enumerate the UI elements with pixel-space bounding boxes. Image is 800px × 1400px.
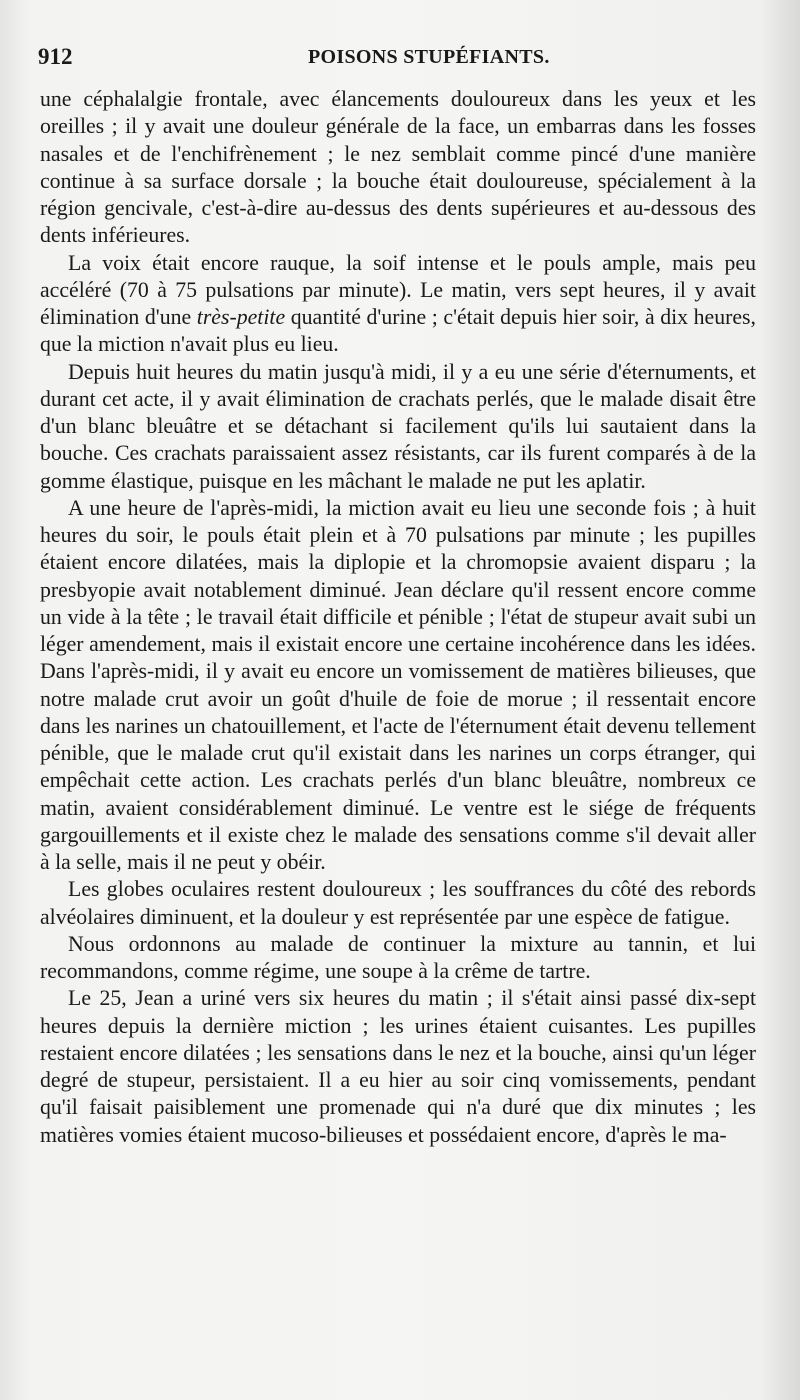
paragraph-5: Les globes oculaires restent douloureux ; les souffrances du côté des rebords alvéolaires diminuent, et la douleur y est représentée par une espèce de fatigue.: [40, 877, 756, 929]
paragraph-2: [40, 250, 756, 359]
paragraph-2-emphasis: très-petite: [196, 305, 286, 329]
paragraph-2-text-a: La voix était encore rauque, la soif intense et le pouls ample, mais peu accéléré (70 à 75 pulsations par minute). Le matin, vers sept heures, il y avait élimination d'une: [40, 250, 756, 329]
paragraph-3: Depuis huit heures du matin jusqu'à midi, il y a eu une série d'éternuments, et durant cet acte, il y avait élimination de crachats perlés, que le malade disait être d'un blanc bleuâtre et se détachant si facilement qu'ils lui sautaient dans la bouche. Ces crachats paraissaient assez résistants, car ils furent comparés à de la gomme élastique, puisque en les mâchant le malade ne put les aplatir.: [40, 359, 756, 493]
paragraph-4: A une heure de l'après-midi, la miction avait eu lieu une seconde fois ; à huit heures du soir, le pouls était plein et à 70 pulsations par minute ; les pupilles étaient encore dilatées, mais la diplopie et la chromopsie avaient disparu ; la presbyopie avait notablement diminué. Jean déclare qu'il ressent encore comme un vide à la tête ; le travail était difficile et pénible ; l'état de stupeur avait subi un léger amendement, mais il existait encore une certaine incohérence dans les idées. Dans l'après-midi, il y avait eu encore un vomissement de matières bilieuses, que notre malade crut avoir un goût d'huile de foie de morue ; il ressentait encore dans les narines un chatouillement, et l'acte de l'éternument était devenu tellement pénible, que le malade crut qu'il existait dans les narines un corps étranger, qui empêchait cette action. Les crachats perlés d'un blanc bleuâtre, nombreux ce matin, avaient considérablement diminué. Le ventre est le siége de fréquents gargouillements et il existe chez le malade des sensations comme s'il devait aller à la selle, mais il ne peut y obéir.: [40, 495, 756, 874]
body-text: [40, 86, 756, 1149]
page-header: [38, 44, 760, 74]
page-number: 912: [38, 44, 73, 69]
paragraph-6: Nous ordonnons au malade de continuer la mixture au tannin, et lui recommandons, comme régime, une soupe à la crême de tartre.: [40, 931, 756, 983]
paragraph-2-text-b: quantité d'urine ; c'était depuis hier soir, à dix heures, que la miction n'avait plus eu lieu.: [40, 305, 756, 357]
running-head: POISONS STUPÉFIANTS.: [308, 46, 550, 68]
paragraph-7: Le 25, Jean a uriné vers six heures du matin ; il s'était ainsi passé dix-sept heures depuis la dernière miction ; les urines étaient cuisantes. Les pupilles restaient encore dilatées ; les sensations dans le nez et la bouche, ainsi qu'un léger degré de stupeur, persistaient. Il a eu hier au soir cinq vomissements, pendant qu'il faisait paisiblement une promenade qui n'a duré que dix minutes ; les matières vomies étaient mucoso-bilieuses et possédaient encore, d'après le ma-: [40, 986, 756, 1147]
paragraph-1: une céphalalgie frontale, avec élancements douloureux dans les yeux et les oreilles ; il y avait une douleur générale de la face, un embarras dans les fosses nasales et de l'enchifrènement ; le nez semblait comme pincé d'une manière continue à sa surface dorsale ; la bouche était douloureuse, spécialement à la région gencivale, c'est-à-dire au-dessus des dents supérieures et au-dessous des dents inférieures.: [40, 87, 756, 248]
